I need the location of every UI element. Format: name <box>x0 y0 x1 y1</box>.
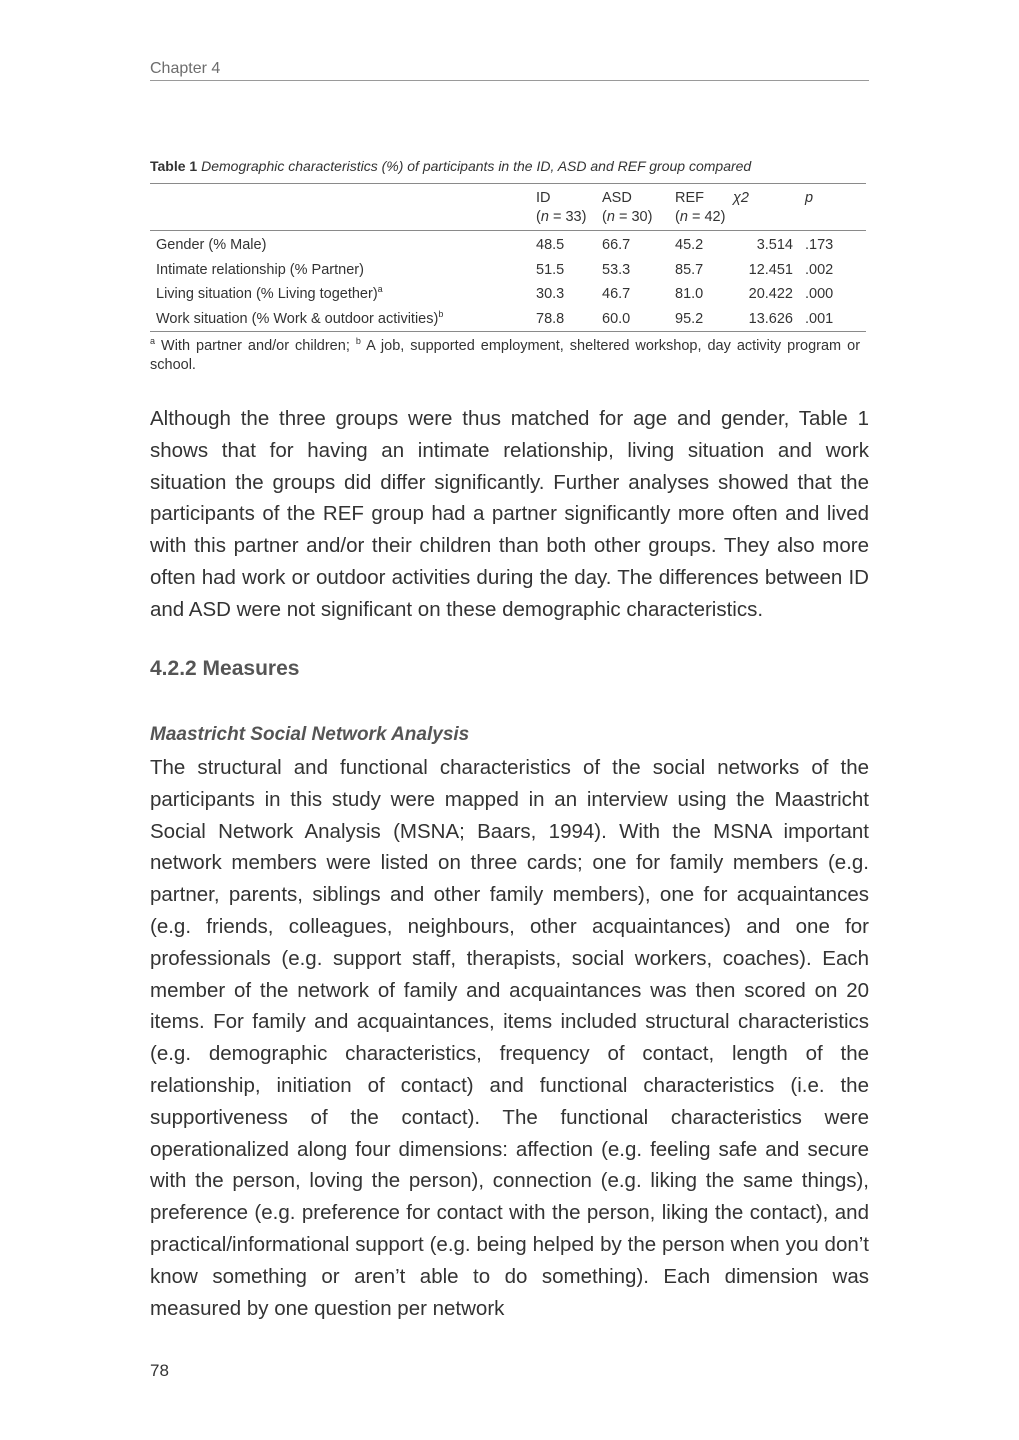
cell-p: .173 <box>805 237 834 253</box>
header-chi2 <box>733 184 805 231</box>
cell-asd: 60.0 <box>602 310 631 327</box>
cell-ref: 45.2 <box>675 237 704 253</box>
header-ref <box>675 184 733 231</box>
cell-id: 51.5 <box>536 261 565 278</box>
cell-chi2: 3.514 <box>756 237 793 253</box>
footnote-text-b: A job, supported employment, sheltered workshop, day activity program or school. <box>150 338 861 373</box>
cell-asd: 46.7 <box>602 286 631 302</box>
footnote-marker: a <box>377 284 383 295</box>
cell-chi2: 13.626 <box>748 310 793 327</box>
cell-id: 78.8 <box>536 310 565 327</box>
paragraph-measures: The structural and functional characteristics of the social networks of the participants in this study were mapped in an interview using the Maastricht Social Network Analysis (MSNA; Baars, 1994). With the MSNA important network members were listed on three cards; one for family members (e.g. partner, parents, siblings and other family members), one for acquaintances (e.g. friends, colleagues, neighbours, other acquaintances) and one for professionals (e.g. support staff, therapists, social workers, coaches). Each member of the network of family and acquaintances was then scored on 20 items. For family and acquaintances, items included structural characteristics (e.g. demographic characteristics, frequency of contact, length of the relationship, initiation of contact) and functional characteristics (i.e. the supportiveness of the contact). The functional characteristics were operationalized along four dimensions: affection (e.g. feeling safe and secure with the person, loving the person), connection (e.g. liking the same things), preference (e.g. preference for contact with the person, liking the contact), and practical/informational support (e.g. being helped by the person when you don’t know something or aren’t able to do something). Each dimension was measured by one question per network <box>150 756 869 1320</box>
footnote-mark-b: b <box>355 336 361 347</box>
paragraph-results: Although the three groups were thus matched for age and gender, Table 1 shows that for having an intimate relationship, living situation and work situation the groups did differ significantly. Further analyses showed that the participants of the REF group had a partner significantly more often and lived with this partner and/or their children than both other groups. They also more often had work or outdoor activities during the day. The differences between ID and ASD were not significant on these demographic characteristics. <box>150 407 869 621</box>
header-name: ID <box>536 190 551 206</box>
table-footnote <box>150 337 860 375</box>
demographics-table <box>150 183 866 332</box>
table-header-row <box>150 184 866 231</box>
table-label: Table 1 <box>150 158 198 174</box>
header-name: ASD <box>602 190 632 206</box>
cell-asd: 53.3 <box>602 261 631 278</box>
footnote-marker: b <box>438 308 444 319</box>
header-p <box>805 184 866 231</box>
subheading: Maastricht Social Network Analysis <box>150 724 470 745</box>
header-name: REF <box>675 190 704 206</box>
running-head: Chapter 4 <box>150 60 869 81</box>
cell-chi2: 12.451 <box>748 261 793 278</box>
header-id <box>536 184 602 231</box>
header-asd <box>602 184 675 231</box>
row-label: Living situation (% Living together)$^a$ <box>156 284 383 302</box>
footnote-text-a: With partner and/or children; <box>161 338 350 354</box>
table-row <box>150 282 866 307</box>
row-label: Intimate relationship (% Partner) <box>156 261 364 278</box>
cell-ref: 81.0 <box>675 286 704 302</box>
table-caption <box>150 158 869 174</box>
row-label: Work situation (% Work & outdoor activities)$^b$ <box>156 308 444 327</box>
header-n: (n = 42) <box>675 209 726 225</box>
table-row <box>150 231 866 258</box>
footnote-mark-a: a <box>150 336 156 347</box>
header-name: χ2 <box>733 190 749 206</box>
cell-id: 30.3 <box>536 286 565 302</box>
row-label: Gender (% Male) <box>156 237 267 253</box>
page-number: 78 <box>150 1361 169 1380</box>
table-caption-text: Demographic characteristics (%) of participants in the ID, ASD and REF group compared <box>201 158 752 174</box>
header-n: (n = 30) <box>602 209 653 225</box>
cell-id: 48.5 <box>536 237 565 253</box>
header-blank <box>150 184 536 231</box>
cell-asd: 66.7 <box>602 237 631 253</box>
table-row <box>150 258 866 283</box>
cell-p: .002 <box>805 261 834 278</box>
header-n: (n = 33) <box>536 209 587 225</box>
table-row <box>150 307 866 332</box>
cell-p: .001 <box>805 310 834 327</box>
cell-chi2: 20.422 <box>748 286 793 302</box>
cell-p: .000 <box>805 286 834 302</box>
cell-ref: 95.2 <box>675 310 704 327</box>
cell-ref: 85.7 <box>675 261 704 278</box>
header-name: p <box>805 190 814 206</box>
section-heading: 4.2.2 Measures <box>150 657 300 680</box>
